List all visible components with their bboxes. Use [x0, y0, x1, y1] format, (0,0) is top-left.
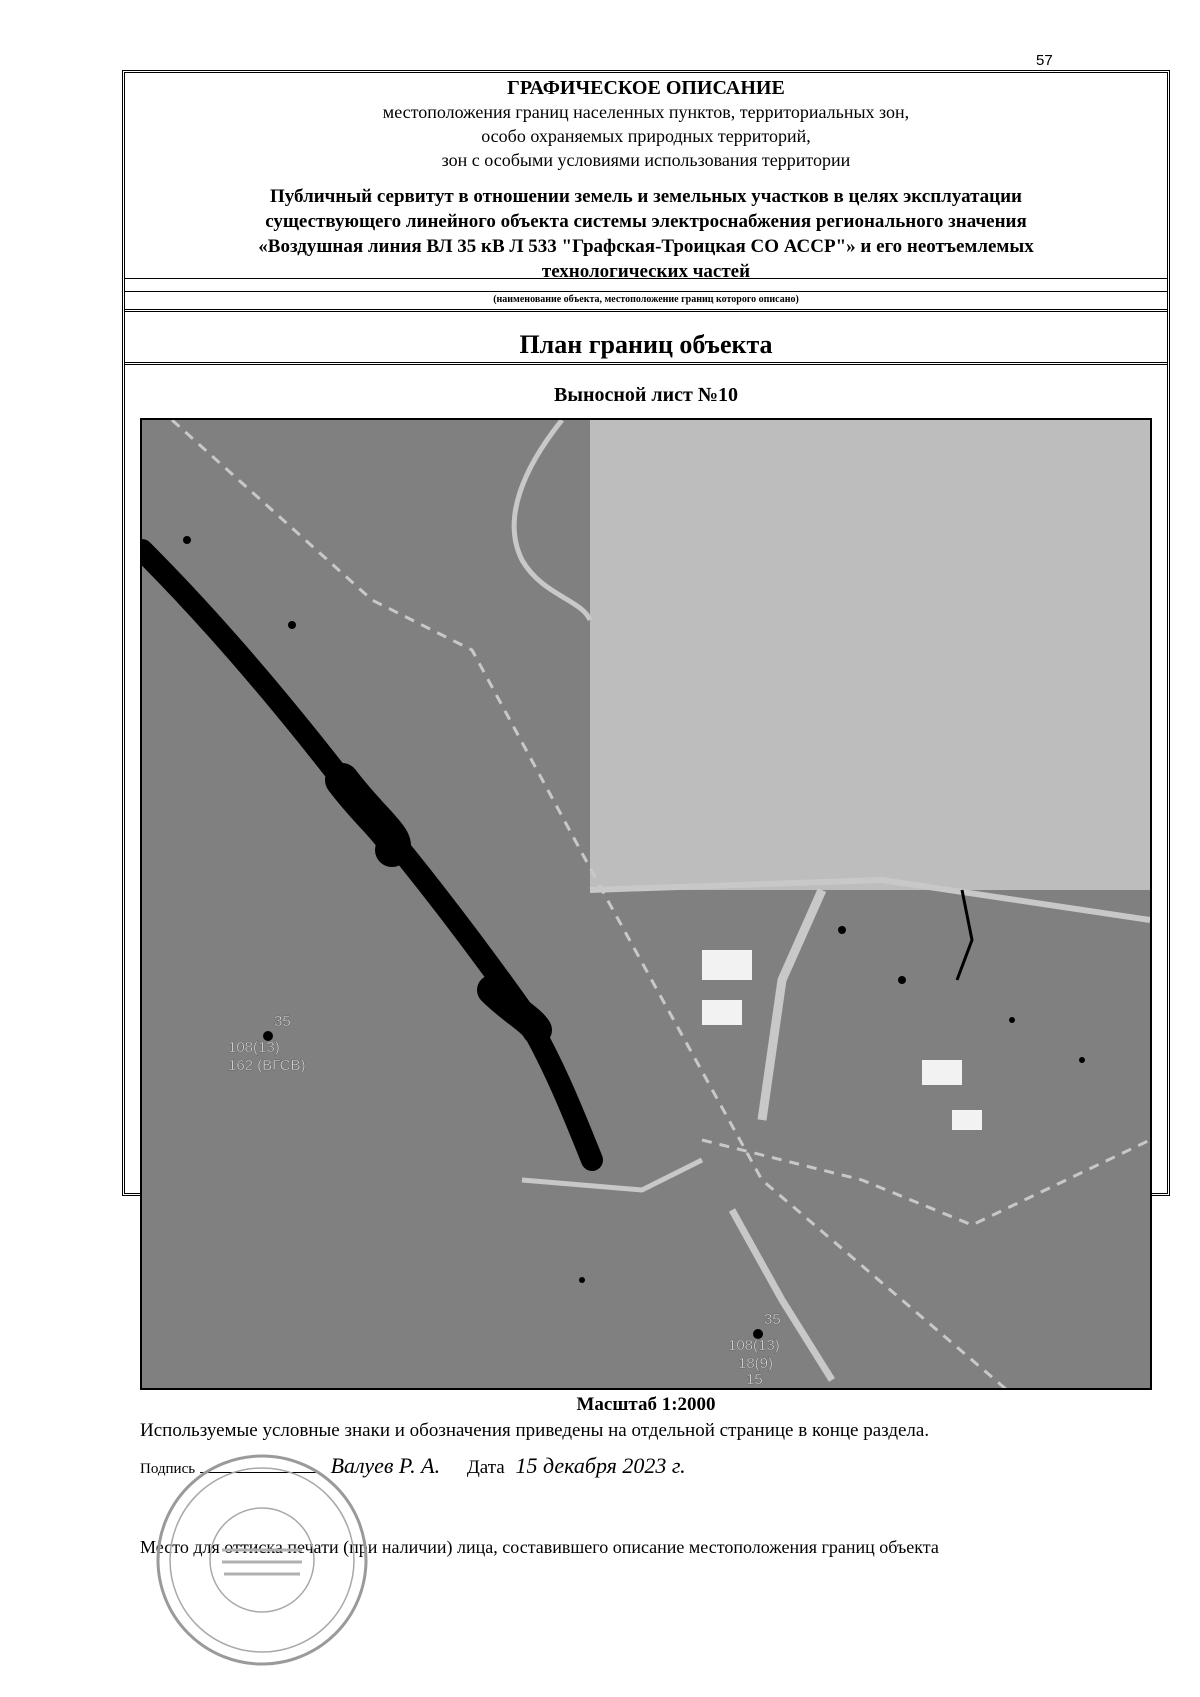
object-line-3: «Воздушная линия ВЛ 35 кВ Л 533 "Графская-Троицкая СО АССР"» и его неотъемлемых [258, 236, 1034, 257]
divider-name-caption [124, 291, 1168, 292]
point2-code: 108(13) [728, 1337, 780, 1354]
object-line-2: существующего линейного объекта системы электроснабжения регионального значения [265, 211, 1027, 232]
page-number: 57 [1036, 52, 1053, 69]
point2-extra: 15 [746, 1371, 763, 1388]
document-title: ГРАФИЧЕСКОЕ ОПИСАНИЕ [507, 77, 785, 99]
seal-outer-ring [158, 1456, 366, 1664]
sheet-title: Выносной лист №10 [554, 384, 738, 406]
subtitle-line-1: местоположения границ населенных пунктов, территориальных зон, [382, 102, 910, 122]
divider-plan-title [124, 362, 1168, 365]
subtitle-line-3: зон с особыми условиями использования территории [441, 150, 851, 170]
dark-mark-5 [1009, 1017, 1015, 1023]
object-name [126, 184, 1166, 284]
signature-label: Подпись [140, 1461, 196, 1477]
dark-mark-1 [183, 536, 191, 544]
stamp-place-note: Место для оттиска печати (при наличии) лица, составившего описание местоположения границ объекта [140, 1537, 939, 1557]
seal-center-ring [210, 1508, 314, 1612]
point1-reference: 162 (ВГСВ) [228, 1057, 306, 1074]
legend-note: Используемые условные знаки и обозначения приведены на отдельной странице в конце раздела. [140, 1420, 930, 1441]
point2-number: 35 [764, 1311, 781, 1328]
subtitle-line-2: особо охраняемых природных территорий, [481, 126, 811, 146]
point2-reference: 18(9) [738, 1355, 774, 1372]
document-header [126, 76, 1166, 284]
signature-date: 15 декабря 2023 г. [515, 1453, 686, 1478]
building-1 [702, 950, 752, 980]
seal-inner-ring [170, 1468, 354, 1652]
signer-name: Валуев Р. А. [330, 1453, 441, 1478]
map-image [140, 418, 1152, 1390]
map-scale: Масштаб 1:2000 [576, 1394, 716, 1415]
dark-mark-7 [579, 1277, 585, 1283]
building-4 [952, 1110, 982, 1130]
object-line-1: Публичный сервитут в отношении земель и земельных участков в целях эксплуатации [270, 186, 1022, 207]
dark-mark-3 [838, 926, 846, 934]
point1-code: 108(13) [228, 1039, 280, 1056]
building-2 [702, 1000, 742, 1025]
object-caption: (наименование объекта, местоположение границ которого описано) [493, 294, 799, 305]
seal-text-lines [222, 1550, 302, 1574]
divider-header-bottom [124, 309, 1168, 312]
dark-mark-4 [898, 976, 906, 984]
plan-title: План границ объекта [519, 330, 773, 359]
object-line-4: технологических частей [541, 261, 751, 282]
building-3 [922, 1060, 962, 1085]
built-area-block [590, 420, 1150, 890]
dark-mark-2 [288, 621, 296, 629]
dark-mark-6 [1079, 1057, 1085, 1063]
point1-number: 35 [274, 1013, 291, 1030]
official-seal-stamp [152, 1450, 372, 1670]
date-label: Дата [466, 1457, 505, 1478]
map-drawing [142, 420, 1150, 1388]
